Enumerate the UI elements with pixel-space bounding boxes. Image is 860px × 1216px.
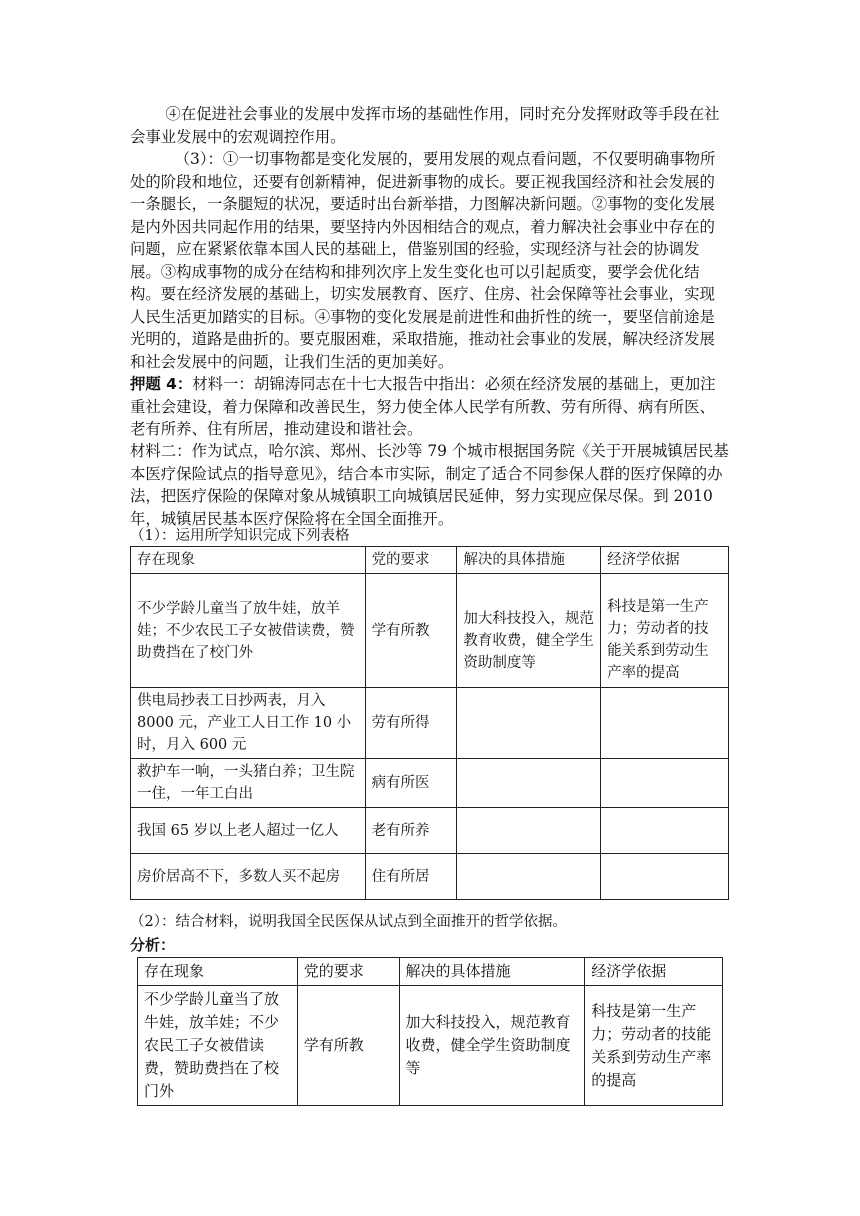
answer-3-text: ①一切事物都是变化发展的，要用发展的观点看问题，不仅要明确事物所处的阶段和地位，还要有创新精神，促进新事物的成长。要正视我国经济和社会发展的一条腿长，一条腿短的状况，要适时出台新举措，力图解决新问题。②事物的变化发展是内外因共同起作用的结果，要坚持内外因相结合的观点，着力解决社会事业中存在的问题，应在紧紧依靠本国人民的基础上，借鉴别国的经验，实现经济与社会的协调发展。③构成事物的成分在结构和排列次序上发生变化也可以引起质变，要学会优化结构。要在经济发展的基础上，切实发展教育、医疗、住房、社会保障等社会事业，实现人民生活更加踏实的目标。④事物的变化发展是前进性和曲折性的统一，要坚信前途是光明的，道路是曲折的。要克服困难，采取措施，推动社会事业的发展，解决经济发展和社会发展中的问题，让我们生活的更加美好。 — [130, 150, 716, 371]
table-row — [131, 688, 729, 759]
table-cell: 救护车一响，一头猪白养；卫生院一住，一年工白出 — [131, 759, 366, 808]
material-2-text: 材料二：作为试点，哈尔滨、郑州、长沙等 79 个城市根据国务院《关于开展城镇居民基本医疗保险试点的指导意见》，结合本市实际，制定了适合不同参保人群的医疗保障的办法，把医疗保险的保障对象从城镇职工向城镇居民延伸，努力实现应保尽保。到 2010 年，城镇居民基本医疗保险将在全国全面推开。 — [130, 442, 729, 528]
table-cell: 老有所养 — [365, 808, 457, 854]
table-cell: 病有所医 — [365, 759, 457, 808]
table-cell — [457, 854, 601, 900]
answer-3-paragraph — [130, 148, 730, 373]
table-cell — [457, 808, 601, 854]
table-cell: 我国 65 岁以上老人超过一亿人 — [131, 808, 366, 854]
table-row — [131, 759, 729, 808]
header-cell: 党的要求 — [365, 547, 457, 574]
table-cell: 不少学龄儿童当了放牛娃，放羊娃；不少农民工子女被借读费，赞助费挡在了校门外 — [131, 574, 366, 688]
table-1 — [130, 546, 729, 900]
table-1-header-row — [131, 547, 729, 574]
table-row — [131, 808, 729, 854]
table-cell — [601, 808, 729, 854]
question-4-paragraph — [130, 373, 730, 441]
question-1-prompt — [130, 526, 730, 546]
table-cell: 学有所教 — [297, 986, 399, 1106]
answer-3-label: （3）： — [174, 150, 223, 168]
header-cell: 党的要求 — [297, 958, 399, 986]
paragraph-point-4 — [130, 103, 730, 148]
table-cell — [601, 688, 729, 759]
table-2-header-row — [138, 958, 723, 986]
table-cell: 劳有所得 — [365, 688, 457, 759]
header-cell: 解决的具体措施 — [457, 547, 601, 574]
table-cell: 科技是第一生产力；劳动者的技能关系到劳动生产率的提高 — [585, 986, 723, 1106]
table-cell — [601, 759, 729, 808]
header-cell: 解决的具体措施 — [399, 958, 585, 986]
table-row — [138, 986, 723, 1106]
table-cell — [457, 688, 601, 759]
analysis-label-text: 分析： — [130, 936, 176, 954]
table-cell: 供电局抄表工日抄两表，月入 8000 元，产业工人日工作 10 小时，月入 600 元 — [131, 688, 366, 759]
paragraph-text: ④在促进社会事业的发展中发挥市场的基础性作用，同时充分发挥财政等手段在社会事业发展中的宏观调控作用。 — [130, 105, 720, 146]
material-2-paragraph — [130, 440, 730, 530]
table-row — [131, 574, 729, 688]
table-cell: 加大科技投入，规范教育收费，健全学生资助制度等 — [457, 574, 601, 688]
table-cell: 房价居高不下，多数人买不起房 — [131, 854, 366, 900]
question-4-text: 材料一：胡锦涛同志在十七大报告中指出：必须在经济发展的基础上，更加注重社会建设，着力保障和改善民生，努力使全体人民学有所教、劳有所得、病有所医、老有所养、住有所居，推动建设和谐社会。 — [130, 375, 716, 438]
question-2-prompt — [130, 912, 750, 932]
analysis-label — [130, 934, 330, 956]
question-1-text: （1）：运用所学知识完成下列表格 — [130, 528, 350, 544]
table-cell: 不少学龄儿童当了放牛娃，放羊娃；不少农民工子女被借读费，赞助费挡在了校门外 — [138, 986, 298, 1106]
table-cell: 科技是第一生产力；劳动者的技能关系到劳动生产率的提高 — [601, 574, 729, 688]
table-cell: 住有所居 — [365, 854, 457, 900]
question-4-label: 押题 4： — [130, 375, 193, 393]
header-cell: 存在现象 — [131, 547, 366, 574]
table-cell — [457, 759, 601, 808]
header-cell: 经济学依据 — [601, 547, 729, 574]
table-2 — [137, 957, 723, 1106]
table-cell: 加大科技投入，规范教育收费，健全学生资助制度等 — [399, 986, 585, 1106]
header-cell: 经济学依据 — [585, 958, 723, 986]
header-cell: 存在现象 — [138, 958, 298, 986]
table-cell: 学有所教 — [365, 574, 457, 688]
table-cell — [601, 854, 729, 900]
table-row — [131, 854, 729, 900]
question-2-text: （2）：结合材料，说明我国全民医保从试点到全面推开的哲学依据。 — [130, 914, 567, 930]
